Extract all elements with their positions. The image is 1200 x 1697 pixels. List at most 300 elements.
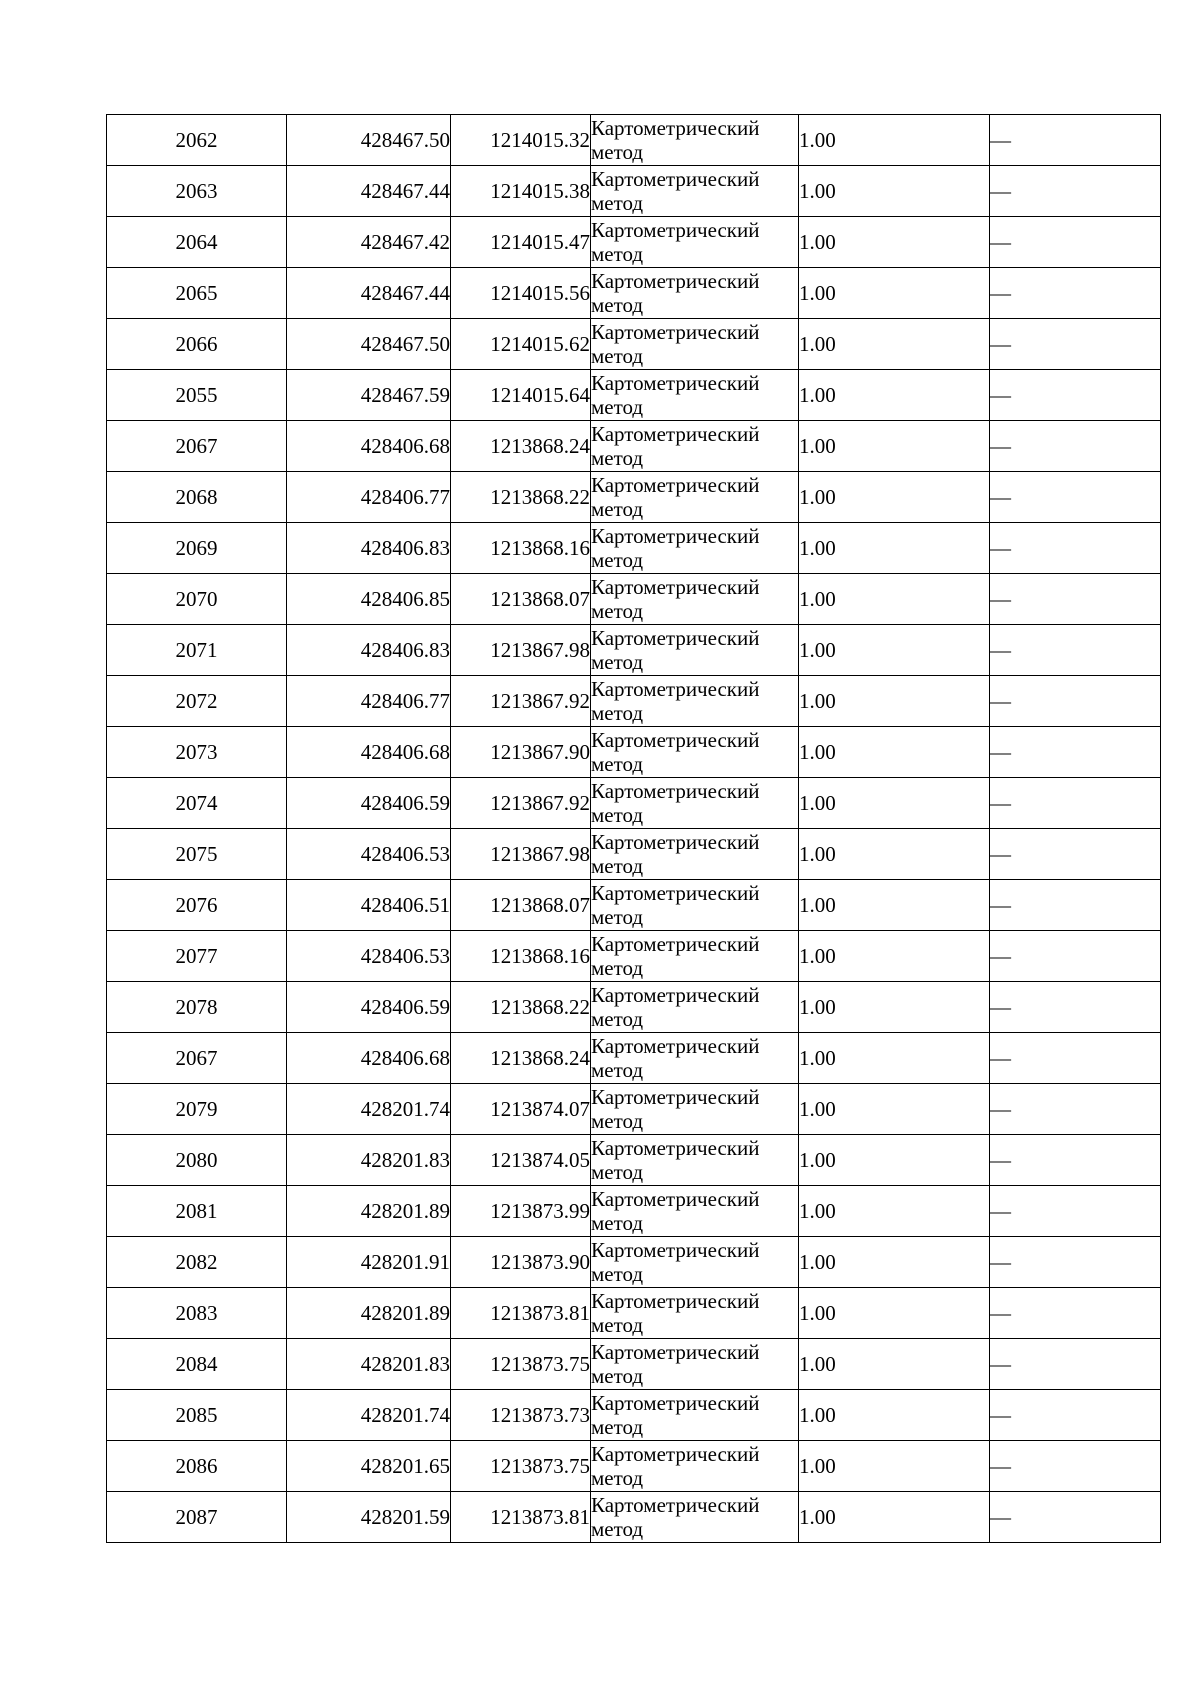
method-cell: [591, 1135, 799, 1186]
point-number: 2067: [175, 1046, 218, 1070]
method-line-1: Картометрический: [591, 371, 760, 395]
method-line-1: Картометрический: [591, 1136, 760, 1160]
accuracy-cell: [799, 829, 990, 880]
table-row: [107, 676, 1161, 727]
y-coordinate: 1213873.99: [490, 1199, 590, 1223]
method-cell: [591, 1390, 799, 1441]
y-coordinate: 1213873.73: [490, 1403, 590, 1427]
method-cell: [591, 1084, 799, 1135]
description-dash: —: [990, 1148, 1011, 1172]
point-number: 2062: [175, 128, 218, 152]
x-coordinate-cell: [287, 1033, 451, 1084]
method-line-2: метод: [591, 446, 644, 470]
method-cell: [591, 574, 799, 625]
method-cell: [591, 727, 799, 778]
point-number: 2077: [175, 944, 218, 968]
description-cell: [990, 319, 1161, 370]
accuracy-value: 1.00: [799, 1301, 836, 1325]
point-number-cell: [107, 676, 287, 727]
x-coordinate-cell: [287, 1186, 451, 1237]
method-line-1: Картометрический: [591, 1238, 760, 1262]
accuracy-value: 1.00: [799, 179, 836, 203]
description-dash: —: [990, 893, 1011, 917]
description-dash: —: [990, 332, 1011, 356]
method-cell: [591, 166, 799, 217]
coordinates-table-body: [107, 115, 1161, 1543]
point-number-cell: [107, 319, 287, 370]
accuracy-value: 1.00: [799, 1097, 836, 1121]
point-number-cell: [107, 1492, 287, 1543]
method-line-2: метод: [591, 752, 644, 776]
point-number: 2079: [175, 1097, 218, 1121]
accuracy-cell: [799, 421, 990, 472]
point-number: 2074: [175, 791, 218, 815]
accuracy-value: 1.00: [799, 128, 836, 152]
method-line-2: метод: [591, 1007, 644, 1031]
description-dash: —: [990, 842, 1011, 866]
accuracy-value: 1.00: [799, 1046, 836, 1070]
method-line-2: метод: [591, 1517, 644, 1541]
y-coordinate-cell: [451, 1441, 591, 1492]
table-row: [107, 319, 1161, 370]
x-coordinate-cell: [287, 217, 451, 268]
table-row: [107, 1084, 1161, 1135]
method-line-2: метод: [591, 497, 644, 521]
method-line-2: метод: [591, 1415, 644, 1439]
description-cell: [990, 574, 1161, 625]
accuracy-cell: [799, 1237, 990, 1288]
method-line-2: метод: [591, 548, 644, 572]
method-line-2: метод: [591, 293, 644, 317]
method-cell: [591, 676, 799, 727]
method-line-1: Картометрический: [591, 1085, 760, 1109]
description-dash: —: [990, 1046, 1011, 1070]
method-cell: [591, 217, 799, 268]
table-row: [107, 931, 1161, 982]
method-line-1: Картометрический: [591, 779, 760, 803]
y-coordinate: 1213867.92: [490, 791, 590, 815]
method-cell: [591, 115, 799, 166]
x-coordinate: 428406.68: [360, 740, 450, 764]
x-coordinate: 428201.74: [360, 1403, 450, 1427]
y-coordinate-cell: [451, 1492, 591, 1543]
point-number-cell: [107, 1135, 287, 1186]
description-cell: [990, 421, 1161, 472]
method-line-1: Картометрический: [591, 1442, 760, 1466]
x-coordinate-cell: [287, 727, 451, 778]
point-number-cell: [107, 1237, 287, 1288]
x-coordinate-cell: [287, 115, 451, 166]
table-row: [107, 115, 1161, 166]
x-coordinate-cell: [287, 1288, 451, 1339]
point-number: 2087: [175, 1505, 218, 1529]
x-coordinate-cell: [287, 625, 451, 676]
method-line-2: метод: [591, 1058, 644, 1082]
x-coordinate: 428406.77: [360, 689, 450, 713]
y-coordinate-cell: [451, 217, 591, 268]
y-coordinate: 1214015.38: [490, 179, 590, 203]
description-dash: —: [990, 485, 1011, 509]
point-number: 2082: [175, 1250, 218, 1274]
x-coordinate: 428406.59: [360, 995, 450, 1019]
point-number: 2068: [175, 485, 218, 509]
y-coordinate: 1213867.90: [490, 740, 590, 764]
description-dash: —: [990, 1250, 1011, 1274]
table-row: [107, 1135, 1161, 1186]
method-line-2: метод: [591, 701, 644, 725]
description-cell: [990, 166, 1161, 217]
method-cell: [591, 1441, 799, 1492]
accuracy-value: 1.00: [799, 1505, 836, 1529]
point-number-cell: [107, 472, 287, 523]
accuracy-cell: [799, 523, 990, 574]
table-row: [107, 370, 1161, 421]
point-number: 2069: [175, 536, 218, 560]
description-cell: [990, 880, 1161, 931]
method-cell: [591, 268, 799, 319]
x-coordinate-cell: [287, 982, 451, 1033]
description-dash: —: [990, 281, 1011, 305]
method-line-2: метод: [591, 905, 644, 929]
accuracy-cell: [799, 1033, 990, 1084]
x-coordinate-cell: [287, 676, 451, 727]
table-row: [107, 1390, 1161, 1441]
table-row: [107, 982, 1161, 1033]
accuracy-value: 1.00: [799, 638, 836, 662]
y-coordinate-cell: [451, 1084, 591, 1135]
y-coordinate: 1213868.16: [490, 944, 590, 968]
y-coordinate: 1213867.98: [490, 638, 590, 662]
method-line-2: метод: [591, 1109, 644, 1133]
method-cell: [591, 625, 799, 676]
description-cell: [990, 1033, 1161, 1084]
description-cell: [990, 217, 1161, 268]
y-coordinate: 1214015.32: [490, 128, 590, 152]
x-coordinate: 428406.83: [360, 536, 450, 560]
accuracy-cell: [799, 1186, 990, 1237]
description-cell: [990, 727, 1161, 778]
description-cell: [990, 778, 1161, 829]
accuracy-value: 1.00: [799, 1454, 836, 1478]
table-row: [107, 829, 1161, 880]
x-coordinate-cell: [287, 778, 451, 829]
x-coordinate: 428201.83: [360, 1352, 450, 1376]
method-line-2: метод: [591, 803, 644, 827]
table-row: [107, 472, 1161, 523]
method-line-1: Картометрический: [591, 1034, 760, 1058]
accuracy-cell: [799, 166, 990, 217]
method-cell: [591, 1186, 799, 1237]
y-coordinate: 1213874.07: [490, 1097, 590, 1121]
x-coordinate-cell: [287, 166, 451, 217]
description-dash: —: [990, 1199, 1011, 1223]
y-coordinate-cell: [451, 319, 591, 370]
method-cell: [591, 523, 799, 574]
accuracy-cell: [799, 982, 990, 1033]
y-coordinate: 1213873.81: [490, 1505, 590, 1529]
x-coordinate-cell: [287, 1390, 451, 1441]
x-coordinate: 428201.89: [360, 1199, 450, 1223]
point-number-cell: [107, 727, 287, 778]
x-coordinate: 428467.50: [360, 332, 450, 356]
point-number-cell: [107, 217, 287, 268]
table-row: [107, 1288, 1161, 1339]
method-line-1: Картометрический: [591, 524, 760, 548]
description-dash: —: [990, 536, 1011, 560]
method-line-2: метод: [591, 956, 644, 980]
description-dash: —: [990, 230, 1011, 254]
method-line-2: метод: [591, 650, 644, 674]
accuracy-value: 1.00: [799, 1352, 836, 1376]
point-number-cell: [107, 1339, 287, 1390]
table-row: [107, 268, 1161, 319]
accuracy-cell: [799, 370, 990, 421]
point-number-cell: [107, 931, 287, 982]
table-row: [107, 1237, 1161, 1288]
y-coordinate-cell: [451, 421, 591, 472]
y-coordinate-cell: [451, 1339, 591, 1390]
y-coordinate-cell: [451, 268, 591, 319]
y-coordinate-cell: [451, 166, 591, 217]
point-number-cell: [107, 982, 287, 1033]
point-number: 2080: [175, 1148, 218, 1172]
method-cell: [591, 1492, 799, 1543]
description-cell: [990, 1339, 1161, 1390]
x-coordinate: 428406.68: [360, 1046, 450, 1070]
accuracy-value: 1.00: [799, 791, 836, 815]
accuracy-cell: [799, 574, 990, 625]
x-coordinate-cell: [287, 1339, 451, 1390]
point-number: 2075: [175, 842, 218, 866]
table-row: [107, 727, 1161, 778]
table-row: [107, 1033, 1161, 1084]
y-coordinate: 1214015.56: [490, 281, 590, 305]
table-row: [107, 778, 1161, 829]
x-coordinate-cell: [287, 523, 451, 574]
point-number-cell: [107, 829, 287, 880]
y-coordinate-cell: [451, 625, 591, 676]
method-line-2: метод: [591, 1364, 644, 1388]
table-row: [107, 574, 1161, 625]
table-row: [107, 1441, 1161, 1492]
accuracy-value: 1.00: [799, 383, 836, 407]
document-page: [106, 114, 1160, 1543]
point-number: 2055: [175, 383, 218, 407]
method-line-2: метод: [591, 1313, 644, 1337]
x-coordinate: 428406.59: [360, 791, 450, 815]
y-coordinate-cell: [451, 982, 591, 1033]
y-coordinate-cell: [451, 115, 591, 166]
description-dash: —: [990, 434, 1011, 458]
method-line-2: метод: [591, 242, 644, 266]
description-cell: [990, 523, 1161, 574]
x-coordinate-cell: [287, 1237, 451, 1288]
description-cell: [990, 676, 1161, 727]
point-number: 2078: [175, 995, 218, 1019]
point-number: 2084: [175, 1352, 218, 1376]
method-cell: [591, 370, 799, 421]
x-coordinate: 428201.91: [360, 1250, 450, 1274]
method-line-2: метод: [591, 854, 644, 878]
description-cell: [990, 370, 1161, 421]
description-cell: [990, 829, 1161, 880]
description-dash: —: [990, 638, 1011, 662]
accuracy-cell: [799, 472, 990, 523]
y-coordinate-cell: [451, 931, 591, 982]
method-line-1: Картометрический: [591, 1187, 760, 1211]
x-coordinate: 428467.42: [360, 230, 450, 254]
y-coordinate-cell: [451, 676, 591, 727]
accuracy-cell: [799, 1441, 990, 1492]
method-line-2: метод: [591, 1211, 644, 1235]
y-coordinate: 1213873.75: [490, 1454, 590, 1478]
description-cell: [990, 472, 1161, 523]
accuracy-cell: [799, 880, 990, 931]
x-coordinate: 428201.74: [360, 1097, 450, 1121]
method-line-1: Картометрический: [591, 830, 760, 854]
point-number: 2083: [175, 1301, 218, 1325]
accuracy-value: 1.00: [799, 587, 836, 611]
point-number: 2072: [175, 689, 218, 713]
y-coordinate: 1213868.22: [490, 485, 590, 509]
accuracy-cell: [799, 676, 990, 727]
accuracy-cell: [799, 727, 990, 778]
description-cell: [990, 1441, 1161, 1492]
y-coordinate: 1213874.05: [490, 1148, 590, 1172]
description-dash: —: [990, 944, 1011, 968]
y-coordinate: 1213868.24: [490, 434, 590, 458]
point-number-cell: [107, 1441, 287, 1492]
y-coordinate-cell: [451, 472, 591, 523]
point-number-cell: [107, 880, 287, 931]
x-coordinate-cell: [287, 421, 451, 472]
accuracy-value: 1.00: [799, 536, 836, 560]
method-line-1: Картометрический: [591, 218, 760, 242]
y-coordinate-cell: [451, 829, 591, 880]
y-coordinate: 1213868.07: [490, 893, 590, 917]
method-line-1: Картометрический: [591, 473, 760, 497]
x-coordinate-cell: [287, 472, 451, 523]
description-cell: [990, 1390, 1161, 1441]
y-coordinate: 1213873.90: [490, 1250, 590, 1274]
table-row: [107, 625, 1161, 676]
method-line-1: Картометрический: [591, 1493, 760, 1517]
description-cell: [990, 1186, 1161, 1237]
accuracy-value: 1.00: [799, 230, 836, 254]
x-coordinate: 428467.59: [360, 383, 450, 407]
method-cell: [591, 1288, 799, 1339]
point-number: 2066: [175, 332, 218, 356]
description-dash: —: [990, 1403, 1011, 1427]
y-coordinate-cell: [451, 1288, 591, 1339]
accuracy-value: 1.00: [799, 944, 836, 968]
accuracy-value: 1.00: [799, 1199, 836, 1223]
method-cell: [591, 829, 799, 880]
y-coordinate-cell: [451, 1135, 591, 1186]
point-number: 2064: [175, 230, 218, 254]
description-cell: [990, 1492, 1161, 1543]
x-coordinate: 428467.44: [360, 179, 450, 203]
description-cell: [990, 115, 1161, 166]
y-coordinate-cell: [451, 1390, 591, 1441]
point-number-cell: [107, 1033, 287, 1084]
table-row: [107, 523, 1161, 574]
method-line-1: Картометрический: [591, 167, 760, 191]
accuracy-cell: [799, 1339, 990, 1390]
accuracy-cell: [799, 778, 990, 829]
description-cell: [990, 1237, 1161, 1288]
y-coordinate: 1214015.64: [490, 383, 590, 407]
x-coordinate: 428201.59: [360, 1505, 450, 1529]
method-cell: [591, 778, 799, 829]
accuracy-cell: [799, 1390, 990, 1441]
description-cell: [990, 1135, 1161, 1186]
x-coordinate-cell: [287, 880, 451, 931]
y-coordinate-cell: [451, 370, 591, 421]
description-dash: —: [990, 128, 1011, 152]
point-number-cell: [107, 523, 287, 574]
accuracy-value: 1.00: [799, 893, 836, 917]
method-line-1: Картометрический: [591, 932, 760, 956]
table-row: [107, 880, 1161, 931]
coordinates-table: [106, 114, 1161, 1543]
x-coordinate: 428201.83: [360, 1148, 450, 1172]
y-coordinate-cell: [451, 574, 591, 625]
method-line-2: метод: [591, 1160, 644, 1184]
table-row: [107, 1492, 1161, 1543]
y-coordinate: 1213868.24: [490, 1046, 590, 1070]
description-dash: —: [990, 383, 1011, 407]
method-cell: [591, 472, 799, 523]
x-coordinate-cell: [287, 1441, 451, 1492]
table-row: [107, 166, 1161, 217]
x-coordinate: 428201.89: [360, 1301, 450, 1325]
accuracy-cell: [799, 268, 990, 319]
point-number-cell: [107, 370, 287, 421]
method-line-1: Картометрический: [591, 728, 760, 752]
method-line-1: Картометрический: [591, 1340, 760, 1364]
method-line-1: Картометрический: [591, 422, 760, 446]
method-line-1: Картометрический: [591, 1289, 760, 1313]
method-cell: [591, 931, 799, 982]
x-coordinate-cell: [287, 829, 451, 880]
method-cell: [591, 880, 799, 931]
description-dash: —: [990, 1301, 1011, 1325]
accuracy-value: 1.00: [799, 332, 836, 356]
accuracy-cell: [799, 931, 990, 982]
accuracy-value: 1.00: [799, 1250, 836, 1274]
description-dash: —: [990, 1352, 1011, 1376]
point-number-cell: [107, 1288, 287, 1339]
x-coordinate: 428406.68: [360, 434, 450, 458]
x-coordinate-cell: [287, 319, 451, 370]
method-line-2: метод: [591, 344, 644, 368]
description-dash: —: [990, 1505, 1011, 1529]
method-line-2: метод: [591, 191, 644, 215]
x-coordinate: 428467.50: [360, 128, 450, 152]
description-dash: —: [990, 689, 1011, 713]
point-number-cell: [107, 166, 287, 217]
method-line-1: Картометрический: [591, 269, 760, 293]
description-cell: [990, 1084, 1161, 1135]
point-number-cell: [107, 1186, 287, 1237]
method-cell: [591, 1237, 799, 1288]
description-dash: —: [990, 587, 1011, 611]
method-line-1: Картометрический: [591, 983, 760, 1007]
method-cell: [591, 319, 799, 370]
description-dash: —: [990, 179, 1011, 203]
point-number: 2070: [175, 587, 218, 611]
